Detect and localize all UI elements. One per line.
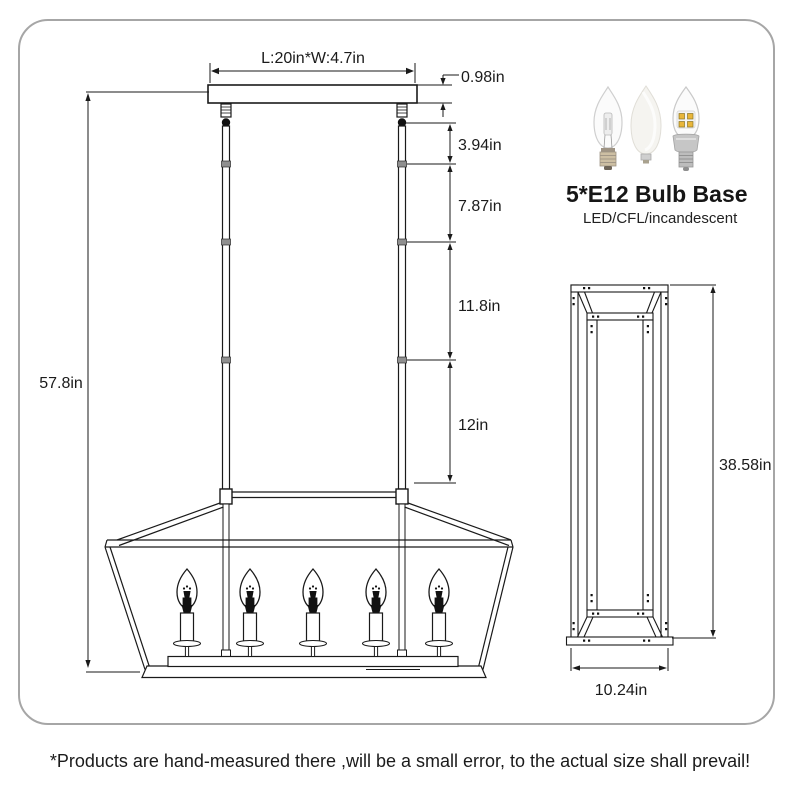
measurement-disclaimer: *Products are hand-measured there ,will be a small error, to the actual size shall prevail! bbox=[49, 751, 751, 771]
bulb-images bbox=[594, 86, 699, 171]
rod-segment-1-dimension-label: 3.94in bbox=[458, 137, 502, 154]
candle-lights bbox=[174, 569, 453, 657]
rod-segment-2-dimension-label: 7.87in bbox=[458, 198, 502, 215]
arrowheads bbox=[85, 68, 452, 668]
candle-light bbox=[174, 569, 201, 657]
fixture-width-dimension-label: L:20in*W:4.7in bbox=[261, 50, 365, 67]
left-downrod bbox=[220, 104, 232, 657]
cfl-bulb-image bbox=[631, 86, 661, 164]
overall-height-dimension-label: 57.8in bbox=[39, 375, 83, 392]
canopy-plate bbox=[208, 85, 417, 103]
incandescent-bulb-image bbox=[594, 87, 622, 170]
rod-segment-4-dimension-label: 12in bbox=[458, 417, 489, 434]
side-view-drawing bbox=[567, 285, 717, 671]
side-view-width-dimension-label: 10.24in bbox=[594, 682, 648, 699]
right-downrod bbox=[396, 104, 408, 657]
candle-light bbox=[300, 569, 327, 657]
candle-light bbox=[237, 569, 264, 657]
front-view-drawing bbox=[85, 63, 513, 678]
side-view-height-dimension-label: 38.58in bbox=[719, 457, 772, 474]
candle-light bbox=[363, 569, 390, 657]
candle-light bbox=[426, 569, 453, 657]
bulb-base-heading: 5*E12 Bulb Base bbox=[566, 181, 748, 207]
led-bulb-image bbox=[673, 87, 699, 171]
canopy-thickness-dimension-label: 0.98in bbox=[461, 69, 505, 86]
rod-segment-3-dimension-label: 11.8in bbox=[458, 298, 501, 315]
bulb-type-subheading: LED/CFL/incandescent bbox=[583, 210, 738, 227]
